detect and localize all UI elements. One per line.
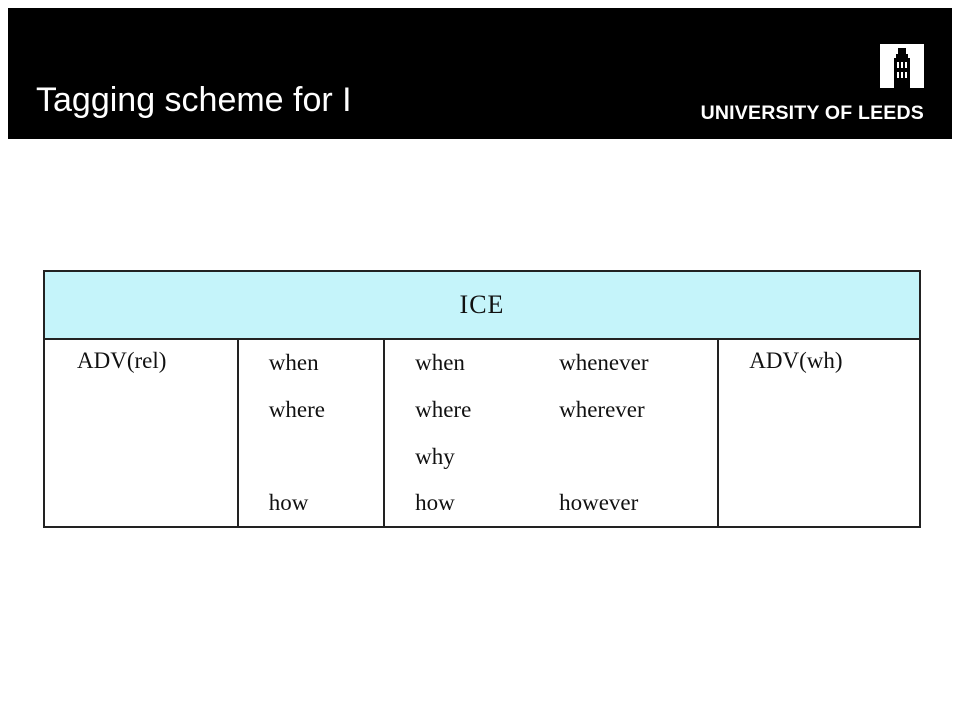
tag-cell-wh: [718, 339, 920, 527]
word-how-wh: how: [415, 490, 455, 515]
university-tower-icon: [880, 44, 924, 88]
table-row: [44, 339, 920, 527]
word-where-wh: where: [415, 397, 472, 422]
university-logo: [684, 44, 924, 128]
wh-words-cell: [384, 339, 718, 527]
word-however: however: [559, 490, 639, 515]
word-wherever: wherever: [559, 397, 645, 422]
word-why-wh: why: [415, 444, 455, 469]
university-name: UNIVERSITY OF LEEDS: [700, 102, 924, 124]
tag-label-wh: ADV(wh): [749, 348, 843, 373]
table-header-row: [44, 271, 920, 339]
word-where-rel: where: [268, 397, 325, 422]
word-whenever: whenever: [559, 350, 649, 375]
word-when-rel: when: [268, 350, 319, 375]
word-how-rel: how: [268, 490, 309, 515]
tag-label-rel: ADV(rel): [77, 348, 167, 373]
header-bar: [8, 8, 952, 139]
rel-words-cell: [238, 339, 384, 527]
ice-tag-table: [43, 270, 921, 528]
slide-title: Tagging scheme for I: [36, 81, 352, 119]
word-when-wh: when: [415, 350, 465, 375]
tag-cell-rel: [44, 339, 238, 527]
table-header-ice: ICE: [44, 271, 920, 339]
